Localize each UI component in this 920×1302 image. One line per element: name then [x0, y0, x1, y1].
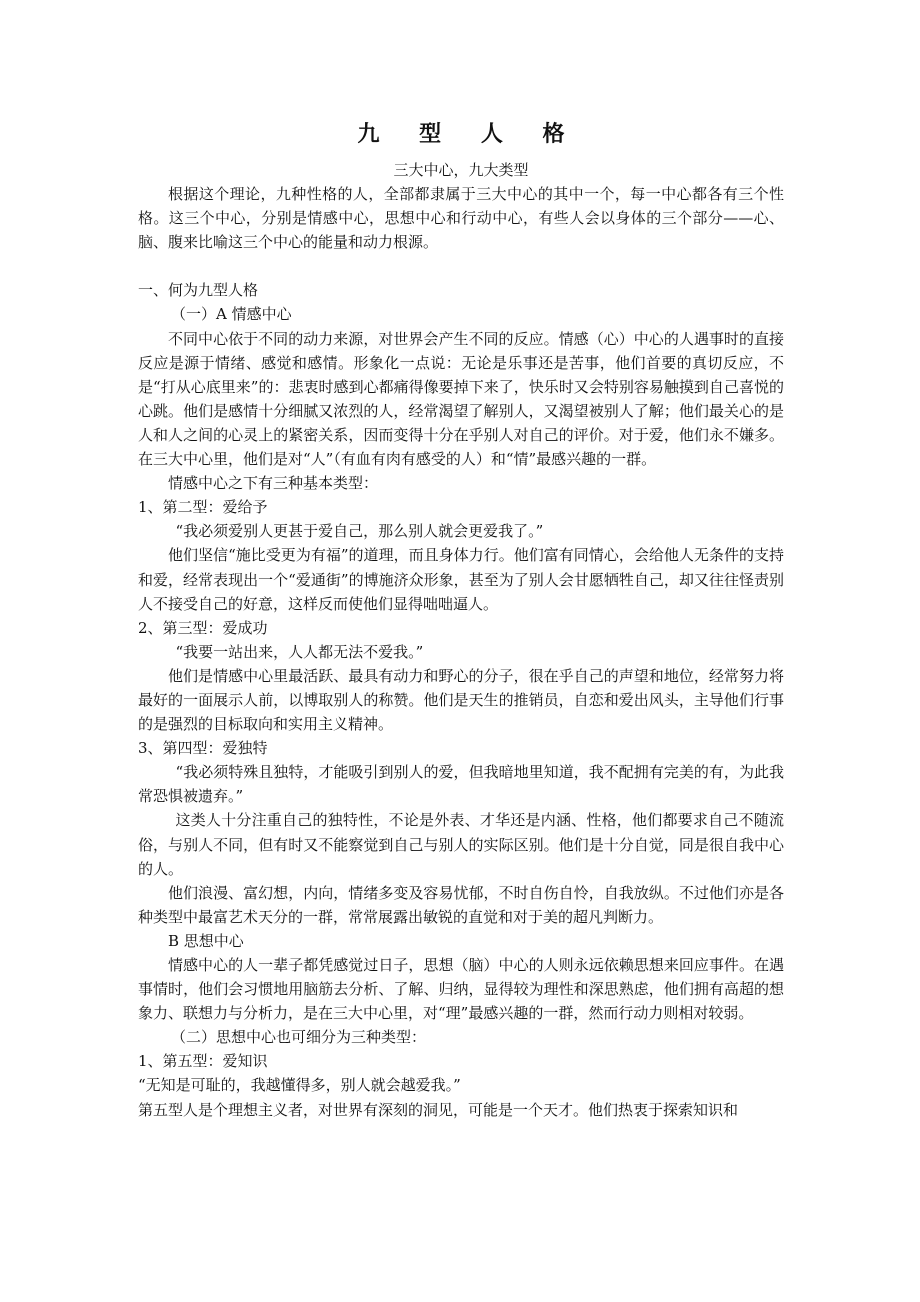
type-2-heading: 1、第二型：爱给予: [138, 498, 268, 517]
subsection-heading-b: B 思想中心: [168, 931, 244, 950]
type-5-heading: 1、第五型：爱知识: [138, 1052, 268, 1071]
type-5-description: 第五型人是个理想主义者，对世界有深刻的洞见，可能是一个天才。他们热衷于探索知识和: [138, 1100, 739, 1119]
type-3-heading: 2、第三型：爱成功: [138, 618, 268, 637]
page-title: 九 型 人 格: [357, 121, 581, 147]
type-2-quote: “我必须爱别人更甚于爱自己，那么别人就会更爱我了。”: [175, 522, 544, 541]
paragraph-b: 情感中心的人一辈子都凭感觉过日子，思想（脑）中心的人则永远依赖思想来回应事件。在遇事情时，他们会习惯地用脑筋去分析、了解、归纳，显得较为理性和深思熟虑，他们拥有高超的想象力、联想力与分析力，是在三大中心里，对“理”最感兴趣的一群，然而行动力则相对较弱。: [138, 956, 784, 1023]
type-4-heading: 3、第四型：爱独特: [138, 739, 268, 758]
type-4-description-1: 这类人十分注重自己的独特性，不论是外表、才华还是内涵、性格，他们都要求自己不随流俗，与别人不同，但有时又不能察觉到自己与别人的实际区别。他们是十分自觉，同是很自我中心的人。: [138, 811, 784, 878]
subsection-heading-a: （一）A 情感中心: [171, 305, 292, 324]
paragraph-a-types: 情感中心之下有三种基本类型：: [168, 474, 379, 493]
type-5-quote: “无知是可耻的，我越懂得多，别人就会越爱我。”: [138, 1076, 461, 1095]
subtitle: 三大中心，九大类型: [393, 161, 529, 179]
type-2-description: 他们坚信“施比受更为有福”的道理，而且身体力行。他们富有同情心，会给他人无条件的支持和爱，经常表现出一个“爱通街”的博施济众形象，甚至为了别人会甘愿牺牲自己，却又往往怪责别人不接受自己的好意，这样反而使他们显得咄咄逼人。: [138, 546, 784, 613]
section-heading: 一、何为九型人格: [138, 281, 259, 300]
paragraph-a: 不同中心依于不同的动力来源，对世界会产生不同的反应。情感（心）中心的人遇事时的直接反应是源于情绪、感觉和感情。形象化一点说：无论是乐事还是苦事，他们首要的真切反应，不是“打从心底里来”的：悲衷时感到心都痛得像要掉下来了，快乐时又会特别容易触摸到自己喜悦的心跳。他们是感情十分细腻又浓烈的人，经常渴望了解别人，又渴望被别人了解；他们最关心的是人和人之间的心灵上的紧密关系，因而变得十分在乎别人对自己的评价。对于爱，他们永不嫌多。在三大中心里，他们是对“人”（有血有肉有感受的人）和“情”最感兴趣的一群。: [138, 329, 784, 469]
type-4-quote: “我必须特殊且独特，才能吸引到别人的爱，但我暗地里知道，我不配拥有完美的有，为此我常恐惧被遗弃。”: [138, 763, 784, 806]
subsection-heading-b2: （二）思想中心也可细分为三种类型：: [171, 1028, 427, 1047]
type-3-quote: “我要一站出来，人人都无法不爱我。”: [175, 642, 424, 661]
type-4-description-2: 他们浪漫、富幻想，内向，情绪多变及容易忧郁，不时自伤自怜，自我放纵。不过他们亦是各种类型中最富艺术天分的一群，常常展露出敏锐的直觉和对于美的超凡判断力。: [138, 883, 784, 926]
document-page: [138, 118, 784, 1122]
spacer: [138, 254, 784, 278]
intro-paragraph: 根据这个理论，九种性格的人，全部都隶属于三大中心的其中一个，每一中心都各有三个性格。这三个中心，分别是情感中心，思想中心和行动中心，有些人会以身体的三个部分——心、脑、腹来比喻这三个中心的能量和动力根源。: [138, 185, 784, 252]
type-3-description: 他们是情感中心里最活跃、最具有动力和野心的分子，很在乎自己的声望和地位，经常努力将最好的一面展示人前，以博取别人的称赞。他们是天生的推销员，自恋和爱出风头，主导他们行事的是强烈的目标取向和实用主义精神。: [138, 666, 784, 734]
